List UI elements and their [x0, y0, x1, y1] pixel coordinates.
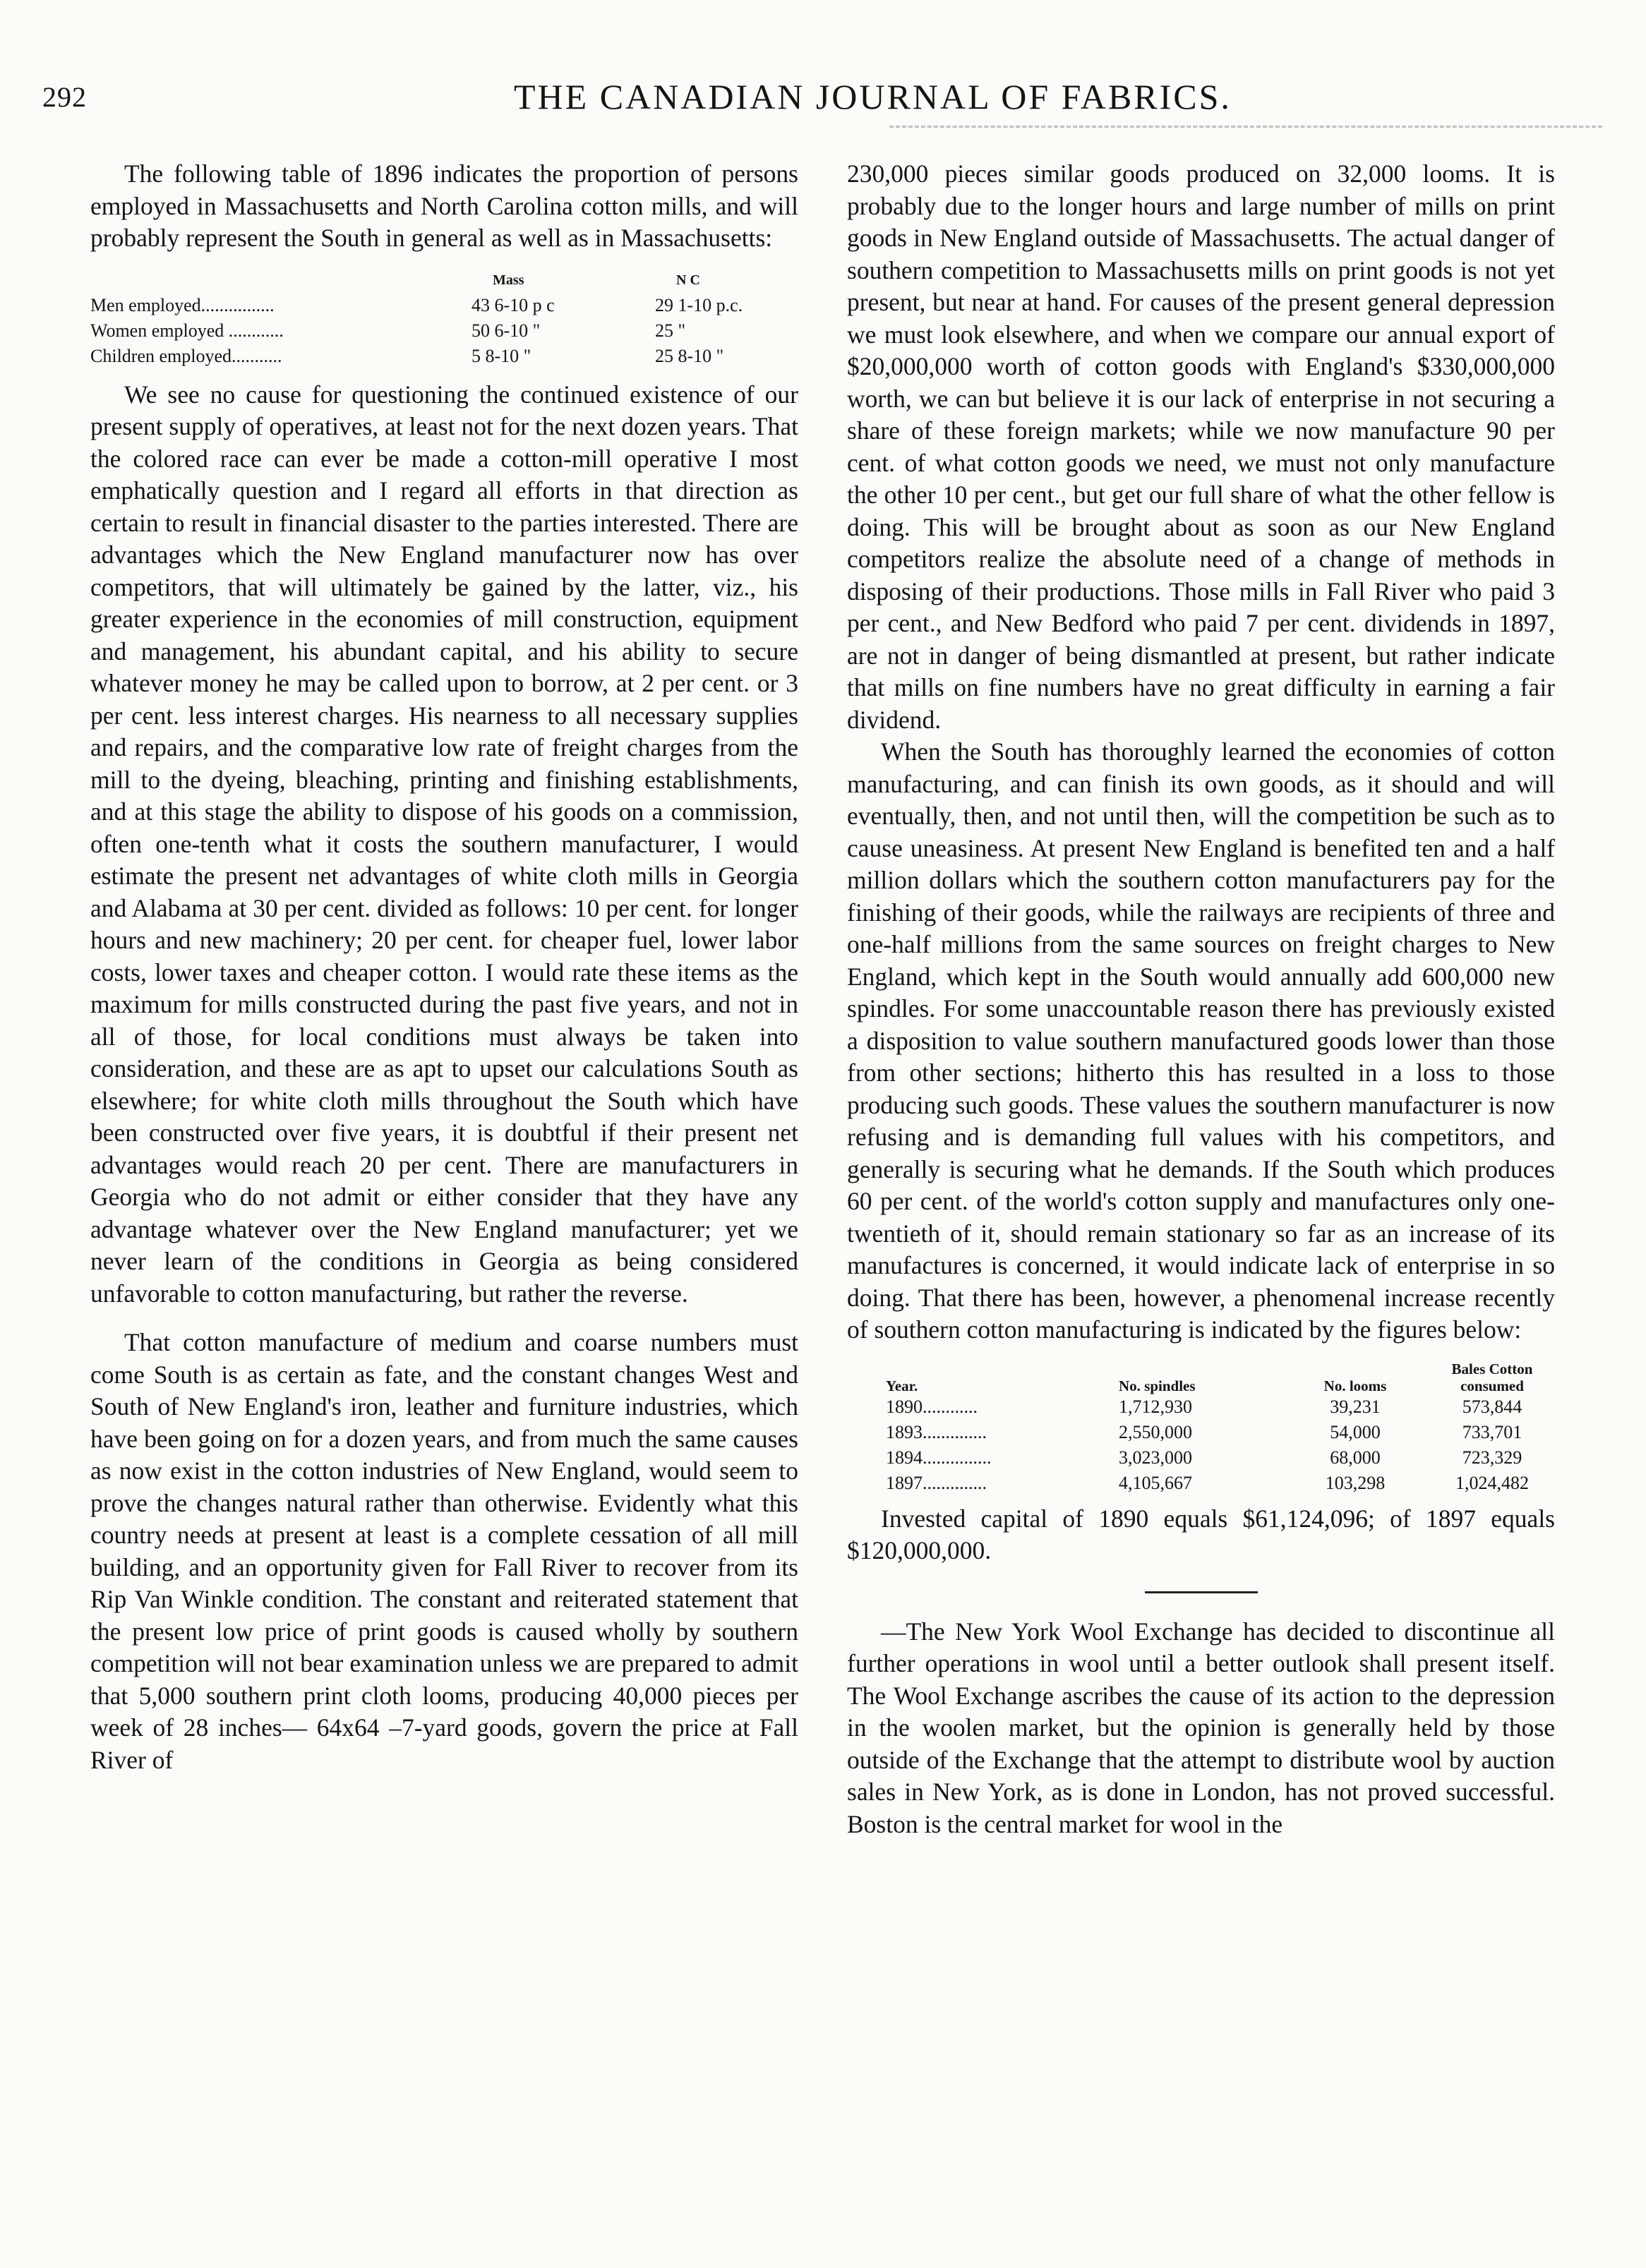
looms-cell: 54,000	[1330, 1421, 1381, 1442]
bales-cell: 573,844	[1462, 1396, 1522, 1417]
page-number: 292	[42, 81, 87, 113]
nc-value: 25 8-10 "	[655, 345, 724, 366]
looms-cell: 68,000	[1330, 1447, 1381, 1468]
mass-value: 50 6-10 "	[471, 320, 541, 341]
body-paragraph: That cotton manufacture of medium and coarse numbers must come South is as certain as fate, and the constant changes West and South of New England's iron, leather and furniture industries, which have been going on for a dozen years, and from much the same causes as now exist in the cotton industries of New England, would seem to prove the changes natural rather than otherwise. Evidently what this country needs at present at least is a complete cessation of all mill building, and an opportunity given for Fall River to recover from its Rip Van Winkle condition. The constant and reiterated statement that the present low price of print goods is caused wholly by southern competition will not bear examination unless we are prepared to admit that 5,000 southern print cloth looms, producing 40,000 pieces per week of 28 inches— 64x64 –7-yard goods, govern the price at Fall River of	[90, 1328, 798, 1774]
table-header-row	[90, 267, 798, 293]
column-header-mass: Mass	[493, 272, 524, 288]
spindles-cell: 2,550,000	[1119, 1421, 1192, 1442]
row-label: Women employed ............	[90, 320, 284, 341]
body-paragraph: When the South has thoroughly learned the economies of cotton manufacturing, and can finish its own goods, as it should and will eventually, then, and not until then, will the competition be such as to cause uneasiness. At present New England is benefited ten and a half million dollars which the southern cotton manufacturers pay for the finishing of their goods, while the railways are recipients of three and one-half millions from the same sources on freight charges to New England, which kept in the South would annually add 600,000 new spindles. For some unaccountable reason there has previously existed a disposition to value southern manufactured goods lower than those from other sections; hitherto this has resulted in a loss to those producing such goods. These values the southern manufacturer is now refusing and is demanding full values with his competitors, and generally is securing what he demands. If the South which produces 60 per cent. of the world's cotton supply and manufactures only one-twentieth of it, should remain stationary so far as an increase of its manufactures is concerned, it would indicate lack of enterprise in so doing. That there has been, however, a phenomenal increase recently of southern cotton manufacturing is indicated by the figures below:	[847, 737, 1555, 1344]
table-row	[90, 318, 798, 344]
table-row	[847, 1420, 1555, 1445]
employment-table	[90, 267, 798, 369]
year-cell: 1893..............	[886, 1421, 987, 1442]
body-paragraph: 230,000 pieces similar goods produced on 32,000 looms. It is probably due to the longer hours and large number of mills on print goods in New England outside of Massachusetts. The actual danger of southern competition to Massachusetts mills on print goods is not yet present, but near at hand. For causes of the present general depression we must look elsewhere, and when we compare our annual export of $20,000,000 worth of cotton goods with England's $330,000,000 worth, we can but believe it is our lack of enterprise in not securing a share of these foreign markets; while we now manufacture 90 per cent. of what cotton goods we need, we must not only manufacture the other 10 per cent., but get our full share of what the other fellow is doing. This will be brought about as soon as our New England competitors realize the absolute need of a change of methods in disposing of their productions. Those mills in Fall River who paid 3 per cent., and New Bedford who paid 7 per cent. dividends in 1897, are not in danger of being dismantled at present, but rather indicate that mills on fine numbers have no great difficulty in earning a fair dividend.	[847, 159, 1555, 734]
right-column	[847, 158, 1555, 1840]
left-column	[90, 158, 798, 1776]
nc-value: 25 "	[655, 320, 686, 341]
table-header-row	[847, 1361, 1555, 1394]
journal-title: THE CANADIAN JOURNAL OF FABRICS.	[514, 77, 1232, 116]
bales-cell: 1,024,482	[1455, 1472, 1529, 1493]
year-cell: 1890............	[886, 1396, 978, 1417]
page-header	[42, 76, 1574, 126]
spindles-cell: 1,712,930	[1119, 1396, 1192, 1417]
body-paragraph: —The New York Wool Exchange has decided to discontinue all further operations in wool until a better outlook shall present itself. The Wool Exchange ascribes the cause of its action to the depression in the woolen market, but the opinion is generally held by those outside of the Exchange that the attempt to distribute wool by auction sales in New York, as is done in London, has not proved successful. Boston is the central market for wool in the	[847, 1617, 1555, 1838]
capital-note: Invested capital of 1890 equals $61,124,096; of 1897 equals $120,000,000.	[847, 1504, 1555, 1564]
table-row	[847, 1445, 1555, 1471]
year-cell: 1897..............	[886, 1472, 987, 1493]
spindles-cell: 4,105,667	[1119, 1472, 1192, 1493]
column-header-spindles: No. spindles	[1119, 1377, 1196, 1394]
year-cell: 1894...............	[886, 1447, 992, 1468]
bales-cell: 733,701	[1462, 1421, 1522, 1442]
looms-cell: 103,298	[1325, 1472, 1386, 1493]
intro-paragraph: The following table of 1896 indicates the proportion of persons employed in Massachusetts and North Carolina cotton mills, and will probably represent the South in general as well as in Massachusetts:	[90, 159, 798, 252]
mills-table	[847, 1361, 1555, 1496]
mass-value: 5 8-10 "	[471, 345, 531, 366]
looms-cell: 39,231	[1330, 1396, 1381, 1417]
row-label: Children employed...........	[90, 345, 282, 366]
column-header-bales: Bales Cotton consumed	[1451, 1360, 1533, 1394]
table-row	[90, 344, 798, 369]
column-header-year: Year.	[886, 1377, 918, 1394]
spindles-cell: 3,023,000	[1119, 1447, 1192, 1468]
row-label: Men employed................	[90, 294, 275, 315]
table-row	[847, 1394, 1555, 1420]
body-paragraph: We see no cause for questioning the continued existence of our present supply of operatives, at least not for the next dozen years. That the colored race can ever be made a cotton-mill operative I most emphatically question and I regard all efforts in that direction as certain to result in financial disaster to the parties interested. There are advantages which the New England manufacturer now has over competitors, that will ultimately be gained by the latter, viz., his greater experience in the economies of mill construction, equipment and management, his abundant capital, and his ability to secure whatever money he may be called upon to borrow, at 2 per cent. or 3 per cent. less interest charges. His nearness to all necessary supplies and repairs, and the comparative low rate of freight charges from the mill to the dyeing, bleaching, printing and finishing establishments, and at this stage the ability to dispose of his goods on a commission, often one-tenth what it costs the southern manufacturer, I would estimate the present net advantages of white cloth mills in Georgia and Alabama at 30 per cent. divided as follows: 10 per cent. for longer hours and new machinery; 20 per cent. for cheaper fuel, lower labor costs, lower taxes and cheaper cotton. I would rate these items as the maximum for mills constructed during the past five years, and not in all of those, for local conditions must always be taken into consideration, and these are as apt to upset our calculations South as elsewhere; for white cloth mills throughout the South which have been constructed over five years, it is doubtful if their present net advantages would reach 20 per cent. There are manufacturers in Georgia who do not admit or either consider that they have any advantage whatever over the New England manufacturer; yet we never learn of the conditions in Georgia as being considered unfavorable to cotton manufacturing, but rather the reverse.	[90, 380, 798, 1308]
bales-cell: 723,329	[1462, 1447, 1522, 1468]
column-header-looms: No. looms	[1323, 1377, 1387, 1394]
mass-value: 43 6-10 p c	[471, 294, 555, 315]
nc-value: 29 1-10 p.c.	[655, 294, 743, 315]
column-header-nc: N C	[676, 272, 700, 288]
section-divider	[1145, 1591, 1258, 1593]
table-row	[847, 1471, 1555, 1496]
header-rule	[889, 126, 1602, 133]
table-row	[90, 293, 798, 318]
